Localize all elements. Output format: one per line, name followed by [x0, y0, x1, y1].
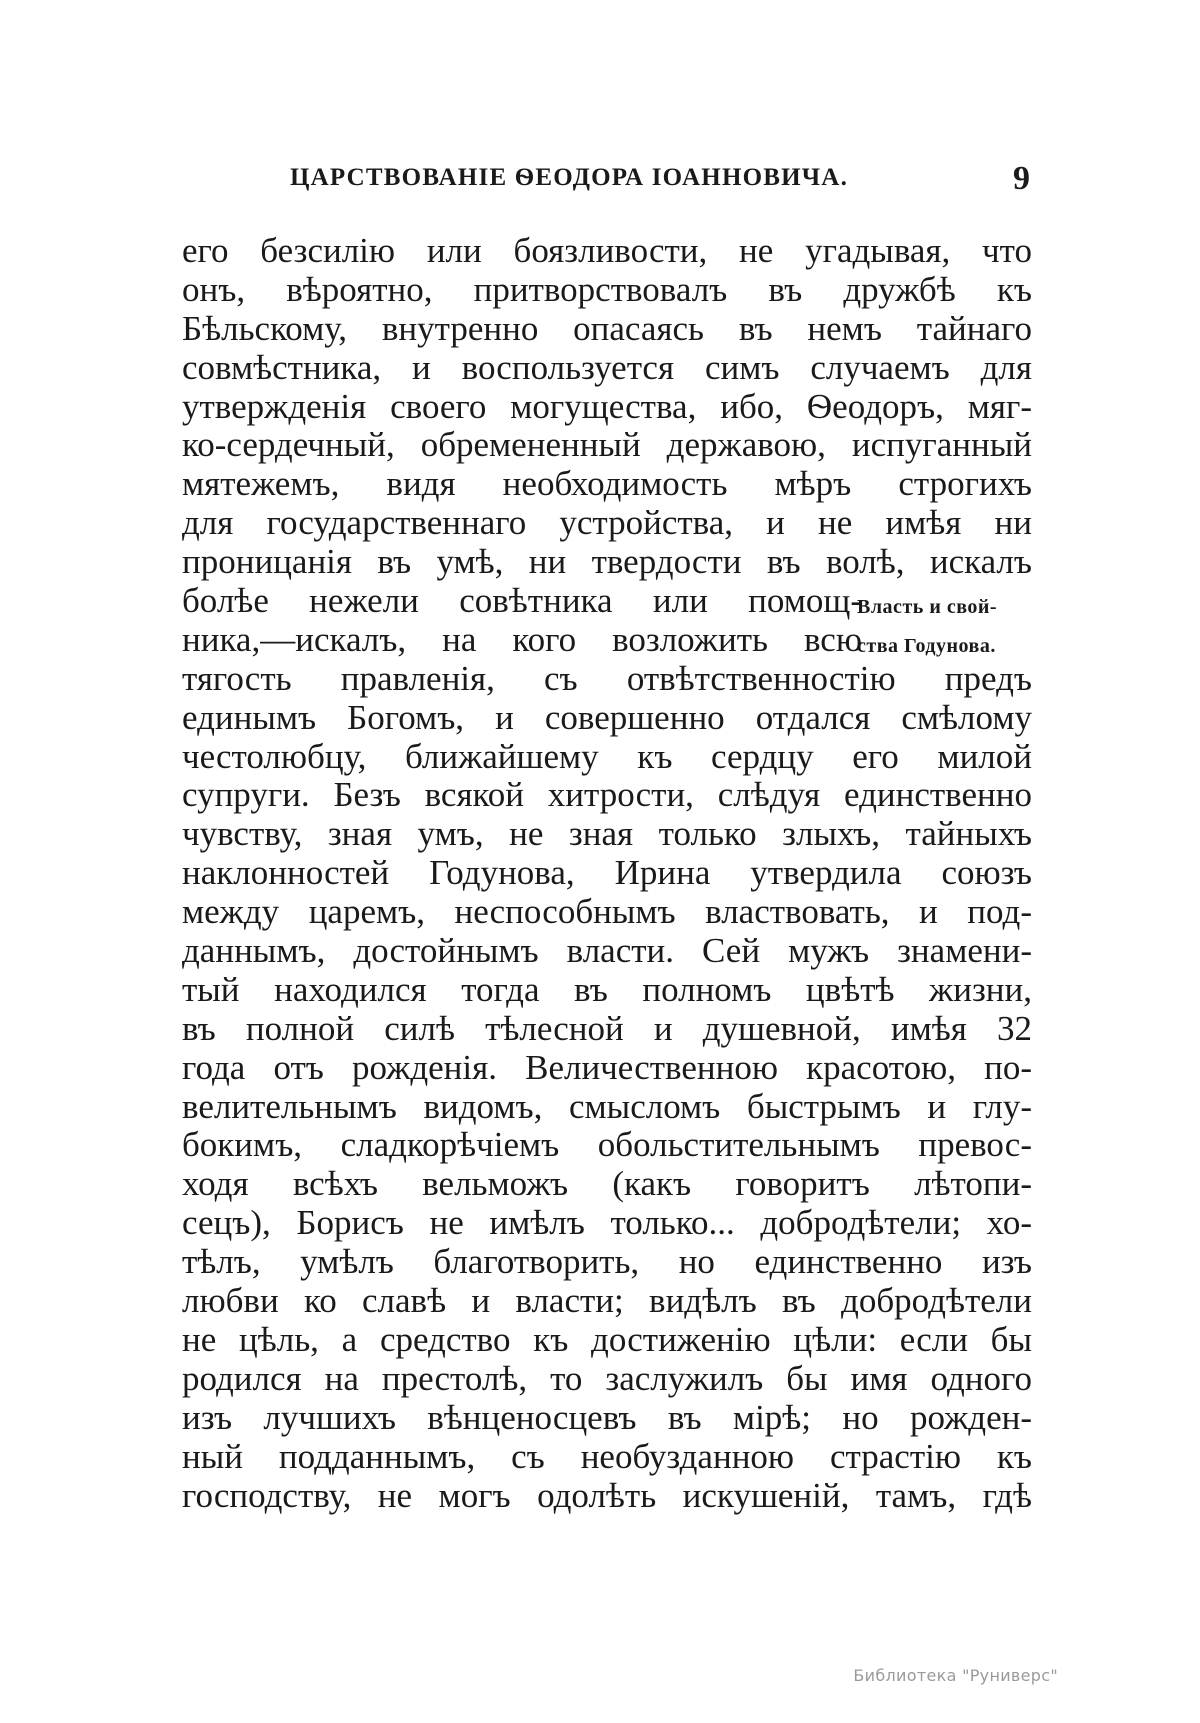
text-line: совмѣстника, и воспользуется симъ случаемъ для	[182, 347, 1032, 387]
text-line: наклонностей Годунова, Ирина утвердила союзъ	[182, 853, 1032, 893]
text-line: утвержденія своего могущества, ибо, Ѳеодоръ, мяг-	[182, 386, 1032, 426]
text-line: Бѣльскому, внутренно опасаясь въ немъ тайнаго	[182, 308, 1032, 348]
text-line: между царемъ, неспособнымъ властвовать, и под-	[182, 892, 1032, 932]
text-line: родился на престолѣ, то заслужилъ бы имя одного	[182, 1358, 1032, 1398]
text-line: единымъ Богомъ, и совершенно отдался смѣлому	[182, 697, 1032, 737]
running-head	[290, 160, 1030, 200]
text-line: даннымъ, достойнымъ власти. Сей мужъ знамени-	[182, 931, 1032, 971]
text-line: ника,—искалъ, на кого возложить всю	[182, 619, 862, 659]
text-line: онъ, вѣроятно, притворствовалъ въ дружбѣ къ	[182, 269, 1032, 309]
text-line: любви ко славѣ и власти; видѣлъ въ добродѣтели	[182, 1281, 1032, 1321]
margin-note-line: ства Годунова.	[857, 634, 996, 657]
text-line: супруги. Безъ всякой хитрости, слѣдуя единственно	[182, 775, 1032, 815]
text-line: его безсилію или боязливости, не угадывая, что	[182, 231, 1032, 270]
text-line: мятежемъ, видя необходимость мѣръ строгихъ	[182, 464, 1032, 504]
text-line: года отъ рожденія. Величественною красотою, по-	[182, 1047, 1032, 1087]
text-line: тягость правленія, съ отвѣтственностію предъ	[182, 658, 1032, 698]
text-line: изъ лучшихъ вѣнценосцевъ въ мірѣ; но рожден-	[182, 1397, 1032, 1437]
text-line: бокимъ, сладкорѣчіемъ обольстительнымъ превос-	[182, 1125, 1032, 1165]
text-line: сецъ), Борисъ не имѣлъ только... добродѣтели; хо-	[182, 1203, 1032, 1243]
page-number: 9	[1013, 160, 1030, 197]
running-title: ЦАРСТВОВАНІЕ ѲЕОДОРА ІОАННОВИЧА.	[290, 164, 849, 191]
margin-note	[857, 588, 1047, 666]
text-line: проницанія въ умѣ, ни твердости въ волѣ, искалъ	[182, 542, 1032, 582]
text-line: въ полной силѣ тѣлесной и душевной, имѣя 32	[182, 1008, 1032, 1048]
text-line: велительнымъ видомъ, смысломъ быстрымъ и глу-	[182, 1086, 1032, 1126]
text-line: тый находился тогда въ полномъ цвѣтѣ жизни,	[182, 969, 1032, 1009]
text-line: для государственнаго устройства, и не имѣя ни	[182, 503, 1032, 543]
text-line: болѣе нежели совѣтника или помощ-	[182, 581, 862, 621]
text-line: чувству, зная умъ, не зная только злыхъ, тайныхъ	[182, 814, 1032, 854]
library-watermark: Библиотека "Руниверс"	[853, 1666, 1058, 1685]
text-line: тѣлъ, умѣлъ благотворить, но единственно изъ	[182, 1242, 1032, 1282]
text-line: ходя всѣхъ вельможъ (какъ говоритъ лѣтопи-	[182, 1164, 1032, 1204]
text-line: господству, не могъ одолѣть искушеній, тамъ, гдѣ	[182, 1475, 1032, 1515]
text-line: не цѣль, а средство къ достиженію цѣли: если бы	[182, 1319, 1032, 1359]
text-line: честолюбцу, ближайшему къ сердцу его милой	[182, 736, 1032, 776]
text-line: ко-сердечный, обремененный державою, испуганный	[182, 425, 1032, 465]
text-line: ный подданнымъ, съ необузданною страстію къ	[182, 1436, 1032, 1476]
body-text	[182, 232, 1032, 1515]
margin-note-line: Власть и свой-	[857, 596, 998, 618]
